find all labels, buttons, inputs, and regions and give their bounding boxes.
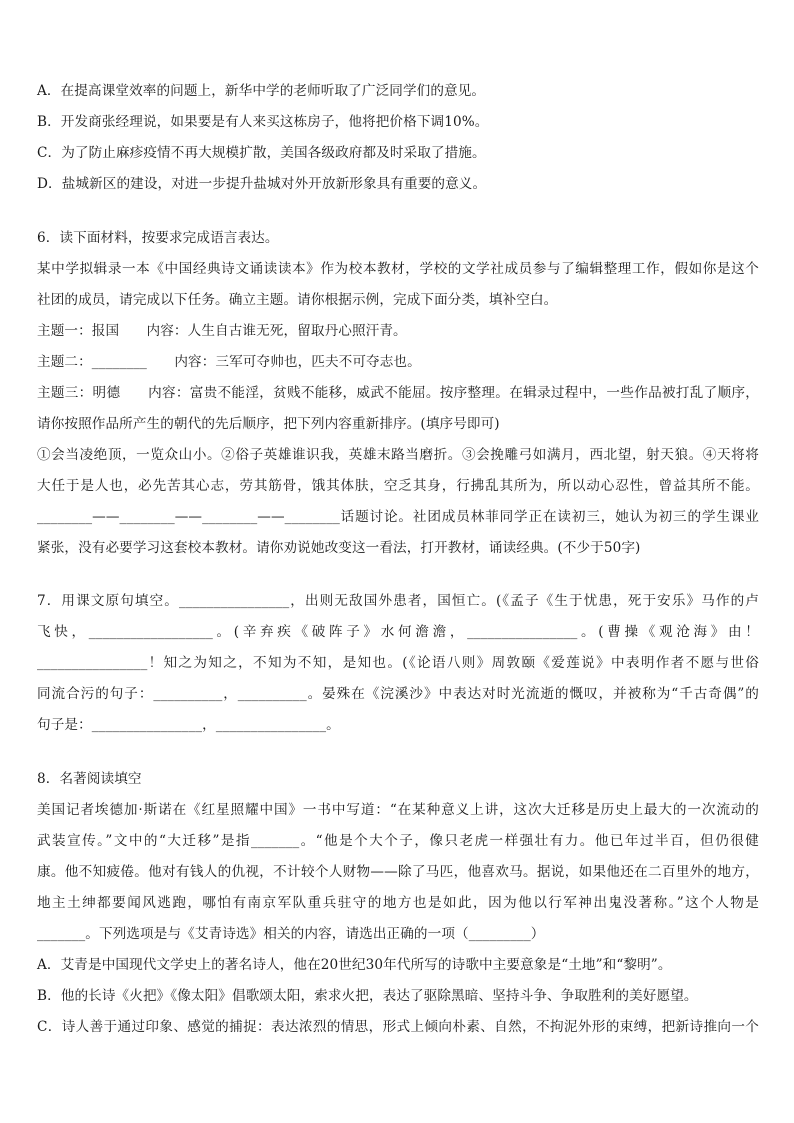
q5-option-a: A．在提高课堂效率的问题上，新华中学的老师听取了广泛同学们的意见。 (37, 83, 486, 99)
q5-option-c: C．为了防止麻疹疫情不再大规模扩散，美国各级政府都及时采取了措施。 (37, 145, 486, 161)
q7-line: 句子是：________________，________________。 (37, 717, 340, 733)
q5-option-d: D．盐城新区的建设，对进一步提升盐城对外开放新形象具有重要的意义。 (37, 176, 487, 192)
q7-line: 同流合污的句子：__________，__________。晏殊在《浣溪沙》中表达对时光流逝的慨叹，并被称为“千古奇偶”的 (37, 686, 759, 702)
q8-line: 武装宣传。”文中的“大迁移”是指_______。“他是个大个子，像只老虎一样强壮有力。他已年过半百，但仍很健 (37, 833, 759, 849)
q6-theme-2: 主题二：________ 内容：三军可夺帅也，匹夫不可夺志也。 (37, 354, 421, 370)
q5-option-b: B．开发商张经理说，如果要是有人来买这栋房子，他将把价格下调10%。 (37, 114, 489, 130)
q6-paragraph-line: 紧张，没有必要学习这套校本教材。请你劝说她改变这一看法，打开教材，诵读经典。(不少于50字) (37, 540, 641, 556)
q6-order-line: ________——________——________——________话题讨论。社团成员林菲同学正在读初三，她认为初三的学生课业 (37, 509, 759, 525)
q7-line: ________________！知之为知之，不知为不知，是知也。(《论语八则》周敦颐《爱莲说》中表明作者不愿与世俗 (37, 655, 759, 671)
q8-line: _______。下列选项是与《艾青诗选》相关的内容，请选出正确的一项（_________） (37, 926, 545, 942)
q8-option-a: A．艾青是中国现代文学史上的著名诗人，他在20世纪30年代所写的诗歌中主要意象是“土地”和“黎明”。 (37, 957, 672, 973)
q6-paragraph-line: 请你按照作品所产生的朝代的先后顺序，把下列内容重新排序。(填序号即可) (37, 416, 500, 432)
q8-option-c: C．诗人善于通过印象、感觉的捕捉：表达浓烈的情思，形式上倾向朴素、自然，不拘泥外形的束缚，把新诗推向一个 (37, 1019, 759, 1035)
q6-items-line: 大任于是人也，必先苦其心志，劳其筋骨，饿其体肤，空乏其身，行拂乱其所为，所以动心忍性，曾益其所不能。 (37, 478, 759, 494)
q8-heading: 8．名著阅读填空 (37, 771, 142, 787)
q6-theme-3: 主题三：明德 内容：富贵不能淫，贫贱不能移，威武不能屈。按序整理。在辑录过程中，一些作品被打乱了顺序， (37, 385, 759, 401)
q6-theme-1: 主题一：报国 内容：人生自古谁无死，留取丹心照汗青。 (37, 323, 407, 339)
q8-option-b: B．他的长诗《火把》《像太阳》倡歌颂太阳，索求火把，表达了驱除黑暗、坚持斗争、争取胜利的美好愿望。 (37, 988, 698, 1004)
q6-paragraph-line: 社团的成员，请完成以下任务。确立主题。请你根据示例，完成下面分类，填补空白。 (37, 292, 558, 308)
q6-items-line: ①会当凌绝顶，一览众山小。②俗子英雄谁识我，英雄末路当磨折。③会挽雕弓如满月，西北望，射天狼。④天将将 (37, 447, 759, 463)
q6-paragraph-line: 某中学拟辑录一本《中国经典诗文诵读读本》作为校本教材，学校的文学社成员参与了编辑整理工作，假如你是这个 (37, 261, 759, 277)
q6-heading: 6．读下面材料，按要求完成语言表达。 (37, 230, 279, 246)
q8-line: 地主土绅都要闻风逃跑，哪怕有南京军队重兵驻守的地方也是如此，因为他以行军神出鬼没著称。”这个人物是 (37, 895, 759, 911)
q7-line: 7．用课文原句填空。________________，出则无敌国外患者，国恒亡。(《孟子《生于忧患，死于安乐》马作的卢 (37, 593, 759, 609)
q7-line: 飞快，__________________。(辛弃疾《破阵子》水何澹澹，________________。(曹操《观沧海》由！ (37, 624, 759, 640)
q8-line: 康。他不知疲倦。他对有钱人的仇视，不计较个人财物——除了马匹，他喜欢马。据说，如果他还在二百里外的地方， (37, 864, 759, 880)
q8-line: 美国记者埃德加·斯诺在《红星照耀中国》一书中写道：“在某种意义上讲，这次大迁移是历史上最大的一次流动的 (37, 802, 759, 818)
